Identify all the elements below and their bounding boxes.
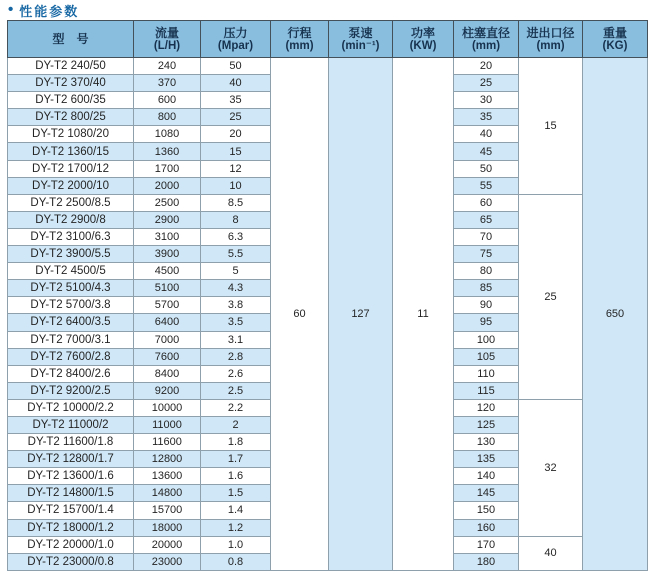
table-header — [8, 21, 648, 58]
pressure-cell: 1.0 — [201, 536, 271, 553]
plunger-cell: 180 — [454, 553, 519, 570]
plunger-cell: 115 — [454, 382, 519, 399]
plunger-cell: 60 — [454, 194, 519, 211]
col-header-model — [8, 21, 134, 58]
flow-cell: 12800 — [134, 451, 201, 468]
flow-cell: 4500 — [134, 263, 201, 280]
flow-cell: 7600 — [134, 348, 201, 365]
model-cell: DY-T2 13600/1.6 — [8, 468, 134, 485]
plunger-cell: 25 — [454, 75, 519, 92]
model-cell: DY-T2 12800/1.7 — [8, 451, 134, 468]
model-cell: DY-T2 3900/5.5 — [8, 246, 134, 263]
pressure-cell: 6.3 — [201, 228, 271, 245]
model-cell: DY-T2 5100/4.3 — [8, 280, 134, 297]
plunger-cell: 45 — [454, 143, 519, 160]
inlet-cell: 15 — [519, 58, 583, 195]
model-cell: DY-T2 800/25 — [8, 109, 134, 126]
plunger-cell: 100 — [454, 331, 519, 348]
plunger-cell: 70 — [454, 228, 519, 245]
flow-cell: 14800 — [134, 485, 201, 502]
pressure-cell: 2.6 — [201, 365, 271, 382]
pressure-cell: 2.5 — [201, 382, 271, 399]
flow-cell: 7000 — [134, 331, 201, 348]
model-cell: DY-T2 10000/2.2 — [8, 399, 134, 416]
model-cell: DY-T2 6400/3.5 — [8, 314, 134, 331]
pressure-cell: 50 — [201, 58, 271, 75]
flow-cell: 10000 — [134, 399, 201, 416]
model-cell: DY-T2 5700/3.8 — [8, 297, 134, 314]
pressure-cell: 1.8 — [201, 434, 271, 451]
plunger-cell: 50 — [454, 160, 519, 177]
flow-cell: 1700 — [134, 160, 201, 177]
flow-cell: 240 — [134, 58, 201, 75]
flow-cell: 3100 — [134, 228, 201, 245]
col-header-flow-unit: (L/H) — [153, 39, 181, 52]
pressure-cell: 10 — [201, 177, 271, 194]
col-header-pressure — [201, 21, 271, 58]
model-cell: DY-T2 9200/2.5 — [8, 382, 134, 399]
model-cell: DY-T2 15700/1.4 — [8, 502, 134, 519]
plunger-cell: 110 — [454, 365, 519, 382]
col-header-power-label: 功率 — [410, 25, 435, 40]
pressure-cell: 2.8 — [201, 348, 271, 365]
model-cell: DY-T2 11600/1.8 — [8, 434, 134, 451]
flow-cell: 9200 — [134, 382, 201, 399]
flow-cell: 15700 — [134, 502, 201, 519]
flow-cell: 8400 — [134, 365, 201, 382]
model-cell: DY-T2 2500/8.5 — [8, 194, 134, 211]
col-header-power-unit: (KW) — [409, 39, 437, 52]
pressure-cell: 3.1 — [201, 331, 271, 348]
flow-cell: 13600 — [134, 468, 201, 485]
col-header-flow-label: 流量 — [154, 25, 179, 40]
col-header-inlet-unit: (mm) — [536, 39, 565, 52]
col-header-stroke — [271, 21, 329, 58]
model-cell: DY-T2 14800/1.5 — [8, 485, 134, 502]
flow-cell: 1360 — [134, 143, 201, 160]
pressure-cell: 2 — [201, 416, 271, 433]
col-header-weight — [583, 21, 648, 58]
model-cell: DY-T2 1080/20 — [8, 126, 134, 143]
col-header-inlet-label: 进出口径 — [526, 25, 575, 40]
col-header-speed — [329, 21, 393, 58]
flow-cell: 2900 — [134, 211, 201, 228]
speed-cell: 127 — [329, 58, 393, 571]
col-header-plunger-unit: (mm) — [471, 39, 501, 52]
col-header-pressure-label: 压力 — [223, 25, 248, 40]
col-header-weight-label: 重量 — [602, 25, 627, 40]
pressure-cell: 1.2 — [201, 519, 271, 536]
model-cell: DY-T2 600/35 — [8, 92, 134, 109]
model-cell: DY-T2 18000/1.2 — [8, 519, 134, 536]
col-header-plunger-label: 柱塞直径 — [461, 25, 510, 40]
model-cell: DY-T2 1360/15 — [8, 143, 134, 160]
pressure-cell: 20 — [201, 126, 271, 143]
model-cell: DY-T2 23000/0.8 — [8, 553, 134, 570]
col-header-weight-unit: (KG) — [602, 39, 628, 52]
header-row — [8, 21, 648, 58]
flow-cell: 2000 — [134, 177, 201, 194]
model-cell: DY-T2 11000/2 — [8, 416, 134, 433]
col-header-stroke-unit: (mm) — [285, 39, 314, 52]
col-header-pressure-unit: (Mpar) — [217, 39, 254, 52]
pressure-cell: 8 — [201, 211, 271, 228]
model-cell: DY-T2 370/40 — [8, 75, 134, 92]
plunger-cell: 80 — [454, 263, 519, 280]
flow-cell: 6400 — [134, 314, 201, 331]
plunger-cell: 125 — [454, 416, 519, 433]
pressure-cell: 15 — [201, 143, 271, 160]
plunger-cell: 150 — [454, 502, 519, 519]
pressure-cell: 2.2 — [201, 399, 271, 416]
plunger-cell: 75 — [454, 246, 519, 263]
col-header-plunger — [454, 21, 519, 58]
col-header-inlet — [519, 21, 583, 58]
flow-cell: 11000 — [134, 416, 201, 433]
pressure-cell: 1.6 — [201, 468, 271, 485]
pressure-cell: 1.7 — [201, 451, 271, 468]
flow-cell: 20000 — [134, 536, 201, 553]
pressure-cell: 4.3 — [201, 280, 271, 297]
plunger-cell: 105 — [454, 348, 519, 365]
model-cell: DY-T2 240/50 — [8, 58, 134, 75]
plunger-cell: 160 — [454, 519, 519, 536]
plunger-cell: 130 — [454, 434, 519, 451]
col-header-speed-unit: (min⁻¹) — [341, 39, 380, 52]
model-cell: DY-T2 20000/1.0 — [8, 536, 134, 553]
flow-cell: 18000 — [134, 519, 201, 536]
power-cell: 11 — [393, 58, 454, 571]
flow-cell: 5700 — [134, 297, 201, 314]
plunger-cell: 95 — [454, 314, 519, 331]
pressure-cell: 5.5 — [201, 246, 271, 263]
pressure-cell: 1.4 — [201, 502, 271, 519]
flow-cell: 800 — [134, 109, 201, 126]
plunger-cell: 35 — [454, 109, 519, 126]
flow-cell: 2500 — [134, 194, 201, 211]
plunger-cell: 170 — [454, 536, 519, 553]
flow-cell: 3900 — [134, 246, 201, 263]
plunger-cell: 145 — [454, 485, 519, 502]
model-cell: DY-T2 7600/2.8 — [8, 348, 134, 365]
flow-cell: 11600 — [134, 434, 201, 451]
flow-cell: 1080 — [134, 126, 201, 143]
model-cell: DY-T2 2000/10 — [8, 177, 134, 194]
inlet-cell: 40 — [519, 536, 583, 570]
flow-cell: 600 — [134, 92, 201, 109]
bullet-icon: • — [8, 1, 14, 18]
model-cell: DY-T2 7000/3.1 — [8, 331, 134, 348]
col-header-model-label: 型 号 — [52, 32, 89, 46]
pressure-cell: 12 — [201, 160, 271, 177]
plunger-cell: 65 — [454, 211, 519, 228]
page-title: 性能参数 — [19, 3, 80, 19]
plunger-cell: 85 — [454, 280, 519, 297]
inlet-cell: 25 — [519, 194, 583, 399]
pressure-cell: 3.8 — [201, 297, 271, 314]
pressure-cell: 5 — [201, 263, 271, 280]
pressure-cell: 3.5 — [201, 314, 271, 331]
spec-table — [7, 20, 648, 571]
model-cell: DY-T2 1700/12 — [8, 160, 134, 177]
plunger-cell: 135 — [454, 451, 519, 468]
pressure-cell: 0.8 — [201, 553, 271, 570]
table-row — [8, 58, 648, 75]
plunger-cell: 30 — [454, 92, 519, 109]
model-cell: DY-T2 2900/8 — [8, 211, 134, 228]
model-cell: DY-T2 8400/2.6 — [8, 365, 134, 382]
col-header-stroke-label: 行程 — [287, 25, 312, 40]
flow-cell: 370 — [134, 75, 201, 92]
plunger-cell: 20 — [454, 58, 519, 75]
plunger-cell: 90 — [454, 297, 519, 314]
pressure-cell: 40 — [201, 75, 271, 92]
pressure-cell: 25 — [201, 109, 271, 126]
weight-cell: 650 — [583, 58, 648, 571]
plunger-cell: 140 — [454, 468, 519, 485]
col-header-power — [393, 21, 454, 58]
col-header-flow — [134, 21, 201, 58]
section-title — [0, 0, 650, 20]
pressure-cell: 35 — [201, 92, 271, 109]
plunger-cell: 55 — [454, 177, 519, 194]
col-header-speed-label: 泵速 — [348, 25, 373, 40]
plunger-cell: 120 — [454, 399, 519, 416]
flow-cell: 5100 — [134, 280, 201, 297]
pressure-cell: 1.5 — [201, 485, 271, 502]
plunger-cell: 40 — [454, 126, 519, 143]
table-body — [8, 58, 648, 571]
flow-cell: 23000 — [134, 553, 201, 570]
inlet-cell: 32 — [519, 399, 583, 536]
model-cell: DY-T2 3100/6.3 — [8, 228, 134, 245]
stroke-cell: 60 — [271, 58, 329, 571]
pressure-cell: 8.5 — [201, 194, 271, 211]
model-cell: DY-T2 4500/5 — [8, 263, 134, 280]
